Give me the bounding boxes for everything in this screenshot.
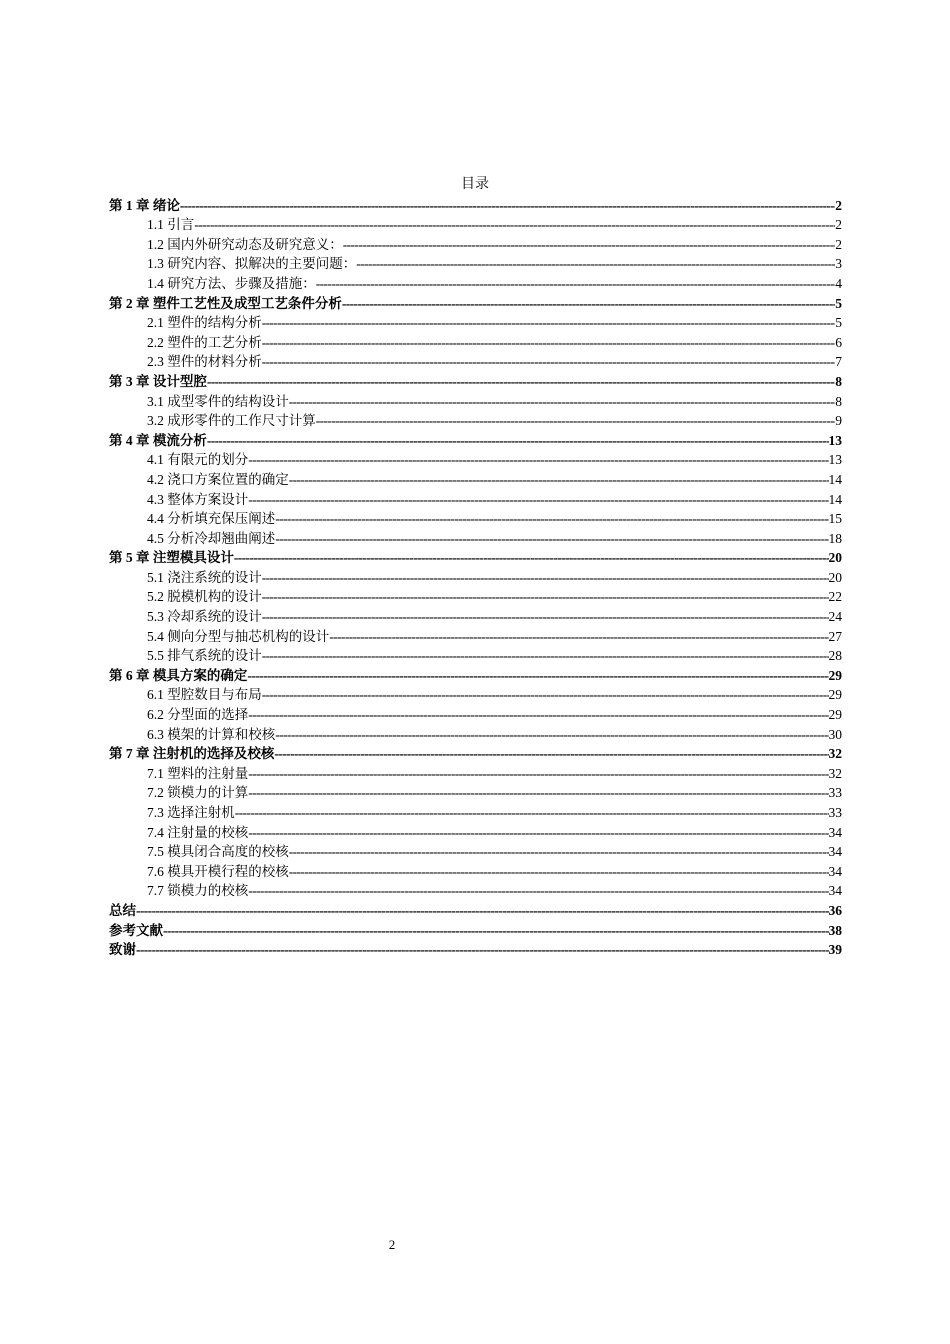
toc-chapter-entry[interactable] (109, 940, 842, 960)
toc-section-entry[interactable] (109, 215, 842, 235)
toc-entry-page: 7 (835, 354, 842, 370)
toc-section-entry[interactable] (109, 861, 842, 881)
toc-entry-label: 4.2 浇口方案位置的确定 (147, 471, 289, 487)
toc-dot-leader (248, 764, 828, 783)
toc-dot-leader (316, 411, 836, 430)
toc-entry-label: 5.3 冷却系统的设计 (147, 609, 262, 625)
toc-dot-leader (248, 490, 828, 509)
toc-entry-page: 30 (828, 726, 842, 742)
toc-section-entry[interactable] (109, 567, 842, 587)
page-number: 2 (388, 1237, 396, 1252)
toc-dot-leader (262, 333, 836, 352)
toc-dot-leader (247, 666, 828, 685)
toc-dot-leader (289, 862, 829, 881)
toc-dot-leader (343, 235, 836, 254)
toc-dot-leader (248, 705, 828, 724)
toc-dot-leader (234, 548, 829, 567)
toc-entry-label: 5.2 脱模机构的设计 (147, 589, 262, 605)
toc-entry-label: 2.1 塑件的结构分析 (147, 315, 262, 331)
toc-entry-page: 33 (828, 785, 842, 801)
toc-entry-page: 13 (828, 452, 842, 468)
toc-entry-page: 4 (835, 275, 842, 291)
toc-dot-leader (262, 646, 829, 665)
toc-entry-label: 4.5 分析冷却翘曲阐述 (147, 530, 276, 546)
toc-entry-label: 7.7 锁模力的校核 (147, 883, 249, 899)
toc-entry-page: 9 (835, 413, 842, 429)
toc-section-entry[interactable] (109, 842, 842, 862)
toc-entry-page: 8 (835, 373, 842, 389)
toc-entry-label: 5.4 侧向分型与抽芯机构的设计 (147, 628, 330, 644)
toc-entry-page: 2 (835, 217, 842, 233)
toc-entry-label: 第 6 章 模具方案的确定 (109, 667, 248, 683)
toc-chapter-entry[interactable] (109, 920, 842, 940)
toc-entry-page: 29 (828, 667, 842, 683)
toc-section-entry[interactable] (109, 881, 842, 901)
toc-chapter-entry[interactable] (109, 195, 842, 215)
toc-entry-label: 2.3 塑件的材料分析 (147, 354, 262, 370)
toc-entry-label: 第 5 章 注塑模具设计 (109, 550, 234, 566)
toc-dot-leader (262, 607, 829, 626)
toc-entry-page: 38 (828, 922, 842, 938)
toc-dot-leader (248, 881, 828, 900)
toc-entry-label: 参考文献 (109, 922, 163, 938)
page-title: 目录 (461, 177, 489, 192)
toc-section-entry[interactable] (109, 469, 842, 489)
toc-entry-page: 32 (828, 765, 842, 781)
toc-entry-page: 18 (828, 530, 842, 546)
toc-chapter-entry[interactable] (109, 371, 842, 391)
toc-entry-page: 5 (835, 295, 842, 311)
toc-entry-label: 1.3 研究内容、拟解决的主要问题： (147, 256, 357, 272)
toc-entry-label: 7.4 注射量的校核 (147, 824, 249, 840)
toc-section-entry[interactable] (109, 450, 842, 470)
toc-entry-label: 第 3 章 设计型腔 (109, 373, 207, 389)
toc-entry-label: 4.1 有限元的划分 (147, 452, 249, 468)
toc-entry-label: 1.4 研究方法、步骤及措施： (147, 275, 316, 291)
toc-entry-label: 7.2 锁模力的计算 (147, 785, 249, 801)
toc-dot-leader (235, 803, 829, 822)
toc-entry-page: 34 (828, 844, 842, 860)
toc-entry-label: 5.5 排气系统的设计 (147, 648, 262, 664)
toc-entry-label: 1.2 国内外研究动态及研究意义： (147, 236, 343, 252)
toc-entry-label: 2.2 塑件的工艺分析 (147, 334, 262, 350)
toc-dot-leader (262, 685, 829, 704)
toc-dot-leader (275, 529, 828, 548)
toc-section-entry[interactable] (109, 606, 842, 626)
toc-entry-page: 6 (835, 334, 842, 350)
toc-dot-leader (275, 509, 828, 528)
toc-entry-label: 第 4 章 模流分析 (109, 432, 207, 448)
toc-entry-page: 27 (828, 628, 842, 644)
toc-entry-page: 34 (828, 824, 842, 840)
toc-section-entry[interactable] (109, 822, 842, 842)
toc-entry-page: 5 (835, 315, 842, 331)
toc-entry-label: 7.3 选择注射机 (147, 805, 235, 820)
toc-entry-page: 2 (835, 236, 842, 252)
toc-entry-label: 4.3 整体方案设计 (147, 491, 249, 507)
toc-entry-label: 6.3 模架的计算和校核 (147, 726, 276, 742)
toc-entry-label: 7.5 模具闭合高度的校核 (147, 844, 289, 860)
toc-chapter-entry[interactable] (109, 430, 842, 450)
toc-entry-page: 2 (835, 197, 842, 213)
toc-entry-page: 28 (828, 648, 842, 664)
toc-entry-label: 第 2 章 塑件工艺性及成型工艺条件分析 (109, 295, 342, 311)
toc-section-entry[interactable] (109, 646, 842, 666)
toc-dot-leader (207, 372, 835, 391)
toc-section-entry[interactable] (109, 763, 842, 783)
toc-dot-leader (316, 274, 836, 293)
toc-dot-leader (262, 568, 829, 587)
toc-dot-leader (248, 450, 828, 469)
toc-section-entry[interactable] (109, 313, 842, 333)
toc-dot-leader (180, 196, 835, 215)
toc-chapter-entry[interactable] (109, 744, 842, 764)
table-of-contents (109, 195, 842, 959)
toc-dot-leader (289, 392, 836, 411)
toc-dot-leader (163, 921, 829, 940)
toc-dot-leader (248, 823, 828, 842)
toc-entry-label: 第 7 章 注射机的选择及校核 (109, 746, 275, 762)
toc-section-entry[interactable] (109, 509, 842, 529)
toc-chapter-entry[interactable] (109, 900, 842, 920)
toc-section-entry[interactable] (109, 391, 842, 411)
toc-chapter-entry[interactable] (109, 293, 842, 313)
toc-entry-page: 36 (828, 902, 842, 918)
toc-entry-label: 4.4 分析填充保压阐述 (147, 511, 276, 527)
toc-entry-page: 39 (828, 942, 842, 958)
toc-entry-label: 致谢 (109, 942, 136, 958)
toc-entry-page: 29 (828, 687, 842, 703)
toc-dot-leader (356, 254, 835, 273)
toc-entry-page: 20 (828, 569, 842, 585)
toc-dot-leader (262, 313, 836, 332)
toc-dot-leader (136, 901, 829, 920)
toc-entry-label: 3.2 成形零件的工作尺寸计算 (147, 413, 316, 429)
toc-dot-leader (329, 627, 828, 646)
toc-dot-leader (342, 294, 835, 313)
toc-dot-leader (275, 725, 828, 744)
toc-section-entry[interactable] (109, 254, 842, 274)
toc-section-entry[interactable] (109, 724, 842, 744)
toc-dot-leader (274, 744, 828, 763)
toc-section-entry[interactable] (109, 626, 842, 646)
toc-section-entry[interactable] (109, 411, 842, 431)
toc-dot-leader (207, 431, 829, 450)
toc-dot-leader (262, 587, 829, 606)
toc-entry-label: 总结 (109, 902, 136, 918)
toc-section-entry[interactable] (109, 489, 842, 509)
toc-entry-page: 8 (835, 393, 842, 409)
toc-entry-page: 20 (828, 550, 842, 566)
toc-section-entry[interactable] (109, 704, 842, 724)
toc-entry-page: 22 (828, 589, 842, 605)
toc-dot-leader (136, 940, 829, 959)
toc-entry-label: 3.1 成型零件的结构设计 (147, 393, 289, 409)
toc-entry-label: 6.2 分型面的选择 (147, 707, 249, 723)
toc-entry-page: 14 (828, 491, 842, 507)
toc-entry-page: 29 (828, 707, 842, 723)
toc-entry-page: 34 (828, 883, 842, 899)
toc-section-entry[interactable] (109, 783, 842, 803)
toc-entry-label: 第 1 章 绪论 (109, 197, 180, 213)
toc-chapter-entry[interactable] (109, 548, 842, 568)
toc-entry-page: 33 (828, 805, 842, 820)
toc-section-entry[interactable] (109, 587, 842, 607)
toc-entry-label: 1.1 引言 (147, 217, 195, 233)
toc-entry-page: 15 (828, 511, 842, 527)
toc-entry-label: 7.1 塑料的注射量 (147, 765, 249, 781)
toc-section-entry[interactable] (109, 685, 842, 705)
toc-entry-page: 3 (835, 256, 842, 272)
toc-entry-label: 6.1 型腔数目与布局 (147, 687, 262, 703)
toc-section-entry[interactable] (109, 802, 842, 822)
toc-entry-page: 34 (828, 863, 842, 879)
toc-section-entry[interactable] (109, 528, 842, 548)
toc-section-entry[interactable] (109, 332, 842, 352)
toc-section-entry[interactable] (109, 234, 842, 254)
toc-chapter-entry[interactable] (109, 665, 842, 685)
toc-entry-page: 14 (828, 471, 842, 487)
toc-section-entry[interactable] (109, 352, 842, 372)
toc-entry-page: 32 (828, 746, 842, 762)
toc-section-entry[interactable] (109, 273, 842, 293)
toc-dot-leader (289, 470, 829, 489)
toc-dot-leader (262, 352, 836, 371)
toc-entry-label: 5.1 浇注系统的设计 (147, 569, 262, 585)
toc-dot-leader (289, 842, 829, 861)
toc-entry-page: 13 (828, 432, 842, 448)
toc-entry-label: 7.6 模具开模行程的校核 (147, 863, 289, 879)
toc-dot-leader (248, 783, 828, 802)
toc-entry-page: 24 (828, 609, 842, 625)
toc-dot-leader (194, 215, 835, 234)
